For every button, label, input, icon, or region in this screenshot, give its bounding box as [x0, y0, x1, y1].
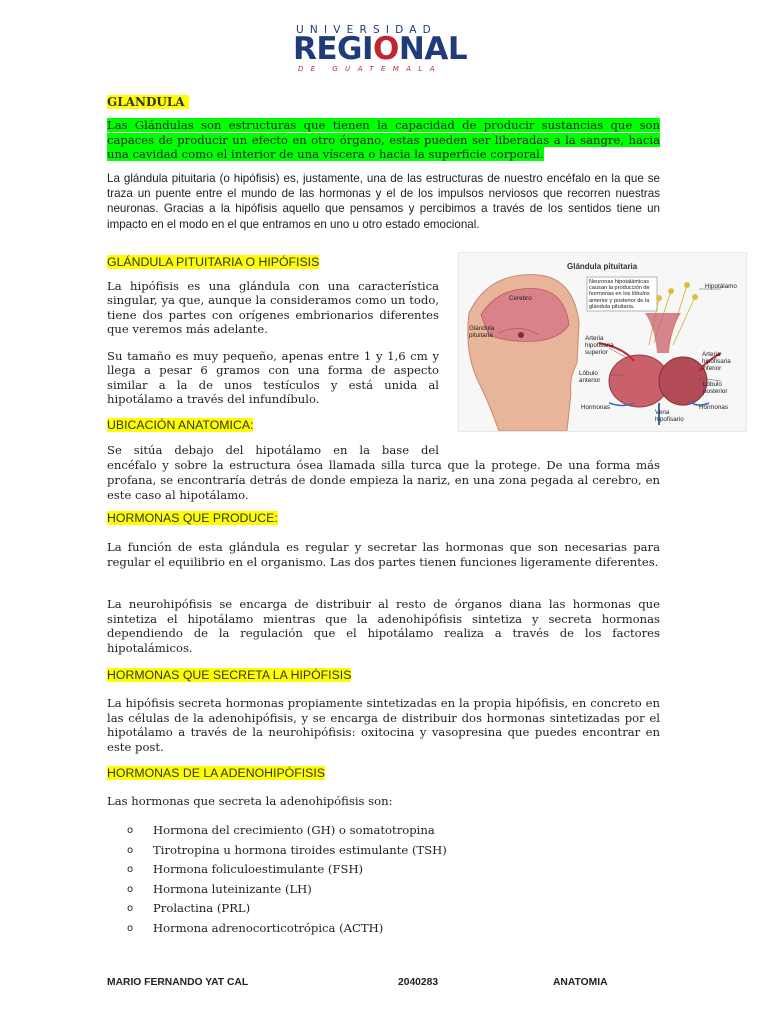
heading-adenohipofisis: HORMONAS DE LA ADENOHIPÓFISIS — [107, 766, 325, 780]
list-item — [127, 880, 447, 900]
list-item-text: Hormona luteinizante (LH) — [153, 881, 312, 896]
ubicacion-paragraph-line1: Se sitúa debajo del hipotálamo en la base del — [107, 443, 439, 457]
label-vena: Vena hipofisario — [655, 409, 684, 423]
label-hipotalamo: Hipotálamo — [705, 283, 737, 290]
heading-glandula: GLANDULA — [107, 95, 189, 110]
list-item — [127, 860, 447, 880]
footer-author: MARIO FERNANDO YAT CAL — [107, 977, 249, 988]
hormones-list — [127, 821, 447, 939]
heading-pituitaria: GLÁNDULA PITUITARIA O HIPÓFISIS — [107, 255, 320, 269]
heading-hormonas-produce: HORMONAS QUE PRODUCE: — [107, 511, 278, 525]
list-item — [127, 899, 447, 919]
heading-hormonas-secreta: HORMONAS QUE SECRETA LA HIPÓFISIS — [107, 668, 352, 682]
heading-ubicacion: UBICACIÓN ANATOMICA: — [107, 418, 254, 432]
list-item-text: Hormona foliculoestimulante (FSH) — [153, 862, 364, 877]
label-hormonas-right: Hormonas — [699, 404, 729, 411]
label-neuronas: Neuronas hipotalámicas causan la producción de hormonas en los lóbulos anterior y posterior de la glándula pituitaria. — [589, 279, 650, 310]
list-item-text: Prolactina (PRL) — [153, 901, 251, 916]
pituitary-gland-figure — [458, 252, 747, 432]
pituitaria-paragraph-2: Su tamaño es muy pequeño, apenas entre 1 y 1,6 cm y llega a pesar 6 gramos con una forma de aspecto similar a la de unos testículos y está unida al hipotálamo a través del infundíbulo. — [107, 349, 439, 406]
university-logo — [290, 24, 470, 76]
adeno-paragraph-1: Las hormonas que secreta la adenohipófisis son: — [107, 794, 393, 808]
glandula-paragraph-2: La glándula pituitaria (o hipófisis) es, justamente, una de las estructuras de nuestro encéfalo en la que se traza un puente entre el mundo de las hormonas y el de los impulsos nerviosos que recorren nuestras neuronas. Gracias a la hipófisis aquello que pensamos y percibimos a través de los sentidos tiene un impacto en el modo en el que entramos en uno u otro estado emocional. — [107, 172, 660, 231]
secreta-paragraph-1: La hipófisis secreta hormonas propiamente sintetizadas en la propia hipófisis, en concreto en las células de la adenohipófisis, y se encarga de distribuir dos hormonas sintetizadas por el hipotálamo a través de la neurohipófisis: oxitocina y vasopresina que puedes encontrar en este post. — [107, 696, 660, 754]
bullet-icon: o — [127, 883, 134, 895]
label-glandula-pituitaria: Glándula pituitaria — [469, 325, 495, 339]
label-hormonas-left: Hormonas — [581, 404, 611, 411]
label-lobulo-posterior: Lóbulo posterior — [703, 381, 728, 395]
footer-course: ANATOMIA — [553, 977, 608, 988]
label-arteria-superior: Arteria hipofisaria superior — [585, 335, 614, 356]
list-item-text: Hormona adrenocorticotrópica (ACTH) — [153, 920, 384, 935]
ubicacion-paragraph-2: encéfalo y sobre la estructura ósea llamada silla turca que la protege. De una forma más profana, se encontraría detrás de donde empieza la nariz, en una zona pegada al cerebro, en este caso al hipotálamo. — [107, 458, 660, 503]
bullet-icon: o — [127, 844, 134, 856]
pituitaria-paragraph-1: La hipófisis es una glándula con una característica singular, ya que, aunque la consideramos como un todo, tiene dos partes con orígenes embrionarios diferentes que veremos más adelante. — [107, 279, 439, 336]
glandula-intro: Las Glándulas son estructuras que tienen la capacidad de producir sustancias que son capaces de producir un efecto en otro órgano, estas pueden ser liberadas a la sangre, hacia una cavidad como el interior de una víscera o hacia la superficie corporal. — [107, 118, 660, 162]
logo-top-text: UNIVERSIDAD — [296, 24, 437, 36]
label-lobulo-anterior: Lóbulo anterior — [579, 370, 601, 384]
list-item — [127, 919, 447, 939]
hormonas-paragraph-1: La función de esta glándula es regular y secretar las hormonas que son necesarias para regular el equilibrio en el organismo. Las dos partes tienen funciones ligeramente diferentes. — [107, 540, 660, 569]
figure-title: Glándula pituitaria — [567, 262, 638, 271]
label-arteria-inferior: Arteria hipofisaria inferior — [702, 351, 731, 372]
bullet-icon: o — [127, 903, 134, 915]
label-cerebro: Cerebro — [509, 295, 532, 302]
bullet-icon: o — [127, 922, 134, 934]
logo-main-text: REGIONAL — [293, 31, 468, 67]
bullet-icon: o — [127, 864, 134, 876]
list-item-text: Hormona del crecimiento (GH) o somatotropina — [153, 823, 435, 837]
bullet-icon: o — [127, 825, 134, 836]
logo-bottom-text: DE GUATEMALA — [298, 65, 442, 73]
footer-id: 2040283 — [398, 977, 439, 988]
list-item — [127, 841, 447, 861]
list-item — [127, 821, 447, 841]
hormonas-paragraph-2: La neurohipófisis se encarga de distribuir al resto de órganos diana las hormonas que sintetiza el hipotálamo mientras que la adenohipófisis sintetiza y secreta hormonas dependiendo de la regulación que el hipotálamo realiza a través de los factores hipotalámicos. — [107, 597, 660, 655]
list-item-text: Tirotropina u hormona tiroides estimulante (TSH) — [153, 842, 447, 857]
